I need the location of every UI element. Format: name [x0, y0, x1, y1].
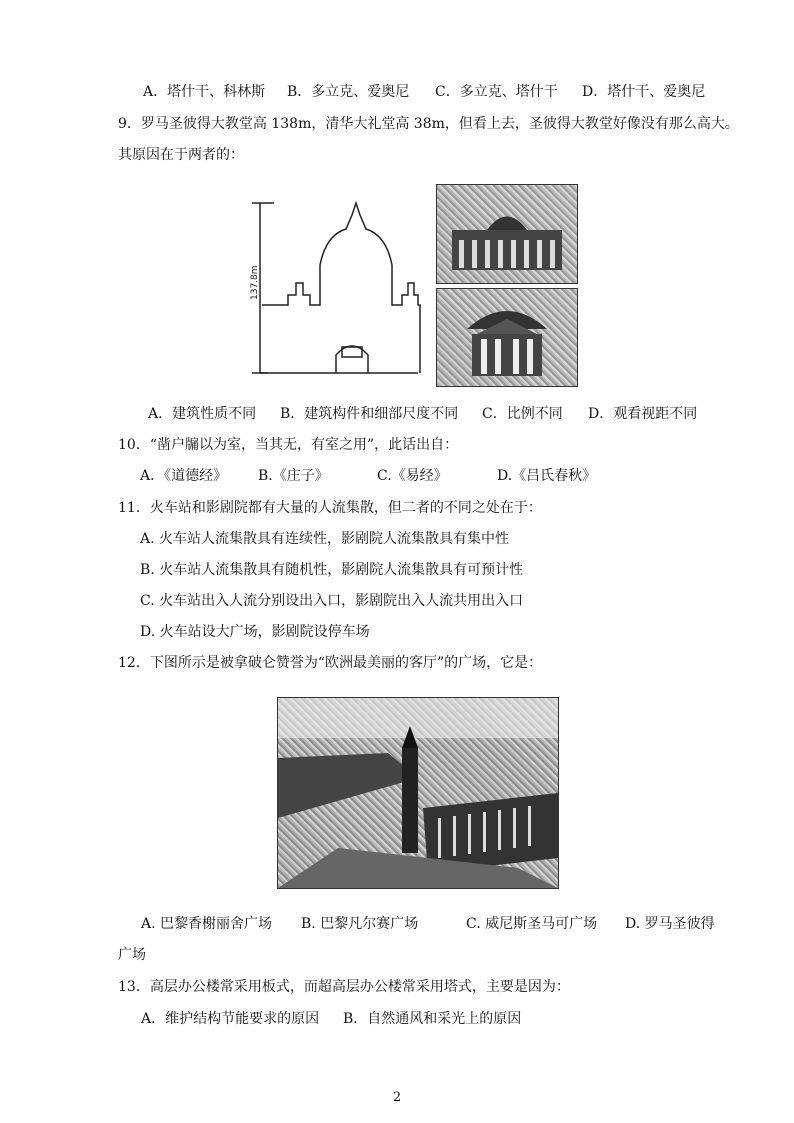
q10-option-c: C.《易经》: [377, 468, 448, 484]
q11-option-c: C. 火车站出入人流分别设出入口，影剧院出入人流共用出入口: [140, 593, 524, 609]
q11-stem: 11．火车站和影剧院都有大量的人流集散，但二者的不同之处在于：: [118, 500, 542, 516]
piazza-san-marco-aerial-photo: [277, 697, 559, 889]
q9-option-c: C．比例不同: [482, 406, 563, 422]
q9-option-b: B．建筑构件和细部尺度不同: [280, 406, 459, 422]
tsinghua-auditorium-photo: [436, 288, 578, 387]
q8-option-c: C．多立克、塔什干: [435, 84, 558, 100]
q10-stem: 10．“凿户牖以为室，当其无，有室之用”，此话出自：: [118, 437, 459, 453]
q11-option-b: B. 火车站人流集散具有随机性，影剧院人流集散具有可预计性: [140, 562, 524, 578]
q12-option-d-wrap: 广场: [118, 947, 146, 963]
q13-option-a: A．维护结构节能要求的原因: [141, 1011, 320, 1027]
q9-stem-line1: 9．罗马圣彼得大教堂高 138m，清华大礼堂高 38m，但看上去，圣彼得大教堂好像没有那么高大。: [118, 116, 739, 132]
q12-stem: 12．下图所示是被拿破仑赞誉为“欧洲最美丽的客厅”的广场，它是：: [118, 655, 543, 671]
q8-option-b: B．多立克、爱奥尼: [287, 84, 410, 100]
q10-option-a: A．《道德经》: [140, 468, 228, 484]
q12-option-d: D. 罗马圣彼得: [625, 916, 715, 932]
q9-option-a: A．建筑性质不同: [148, 406, 257, 422]
q12-option-a: A. 巴黎香榭丽舍广场: [141, 916, 273, 932]
campanile-tower-icon: [278, 698, 558, 888]
q12-option-c: C. 威尼斯圣马可广场: [466, 916, 598, 932]
q10-option-b: B.《庄子》: [258, 468, 329, 484]
st-peters-basilica-photo: [436, 184, 578, 284]
q9-stem-line2: 其原因在于两者的：: [118, 147, 244, 163]
auditorium-building-icon: [437, 289, 577, 386]
height-dimension-label: 137.8m: [250, 265, 260, 300]
q9-option-d: D．观看视距不同: [588, 406, 698, 422]
q12-option-b: B. 巴黎凡尔赛广场: [301, 916, 419, 932]
q8-option-d: D．塔什干、爱奥尼: [582, 84, 706, 100]
q11-option-d: D. 火车站设大广场，影剧院设停车场: [140, 624, 370, 640]
q13-stem: 13．高层办公楼常采用板式，而超高层办公楼常采用塔式，主要是因为：: [118, 979, 570, 995]
st-peters-elevation-drawing: [248, 195, 433, 385]
q10-option-d: D.《吕氏春秋》: [497, 468, 597, 484]
q11-option-a: A. 火车站人流集散具有连续性，影剧院人流集散具有集中性: [140, 531, 510, 547]
q13-option-b: B．自然通风和采光上的原因: [343, 1011, 522, 1027]
basilica-dome-icon: [437, 185, 577, 283]
q8-option-a: A．塔什干、科林斯: [143, 84, 266, 100]
page-number: 2: [392, 1090, 402, 1105]
